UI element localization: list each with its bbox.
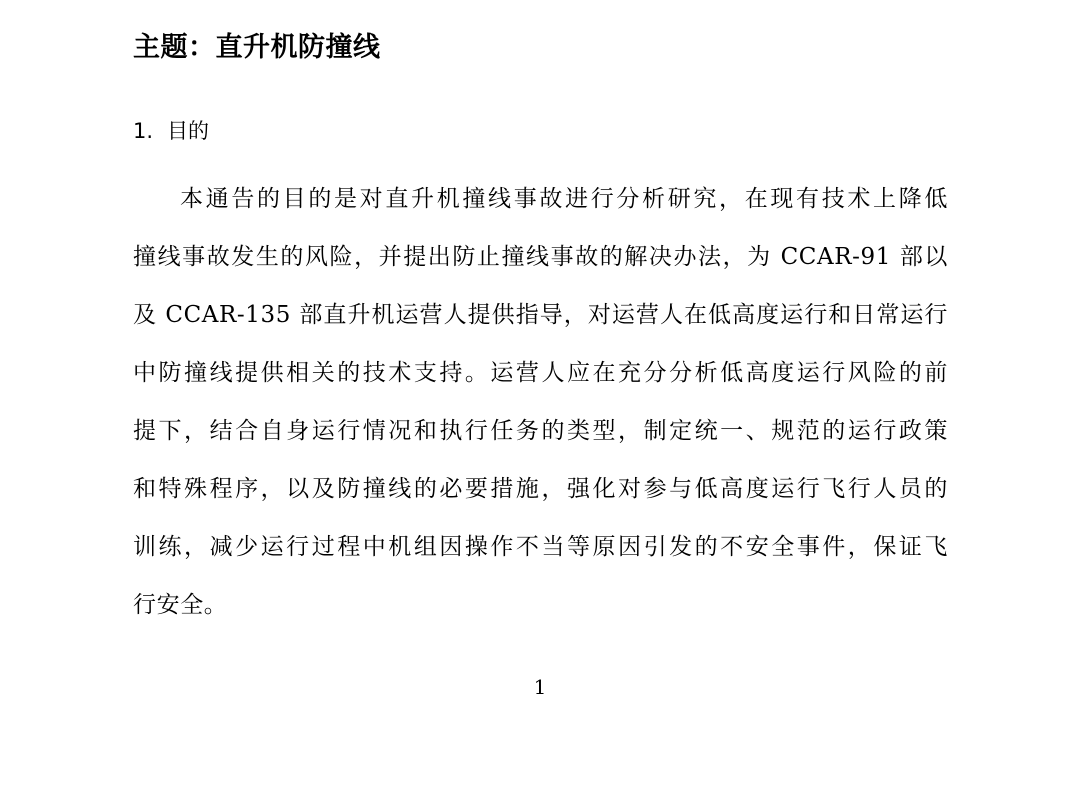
section-number: 1. bbox=[133, 119, 154, 143]
body-paragraph bbox=[133, 170, 948, 634]
paragraph-line: 训练，减少运行过程中机组因操作不当等原因引发的不安全事件，保证飞 bbox=[133, 534, 948, 560]
paragraph-line: 及 CCAR-135 部直升机运营人提供指导，对运营人在低高度运行和日常运行 bbox=[133, 302, 948, 328]
paragraph-line: 行安全。 bbox=[133, 592, 228, 618]
section-heading bbox=[133, 113, 209, 149]
page-number: 1 bbox=[533, 675, 547, 699]
section-heading-text: 目的 bbox=[167, 119, 210, 143]
paragraph-line: 提下，结合自身运行情况和执行任务的类型，制定统一、规范的运行政策 bbox=[133, 418, 948, 444]
paragraph-line: 和特殊程序，以及防撞线的必要措施，强化对参与低高度运行飞行人员的 bbox=[133, 476, 948, 502]
paragraph-line: 中防撞线提供相关的技术支持。运营人应在充分分析低高度运行风险的前 bbox=[133, 360, 948, 386]
page-title: 主题：直升机防撞线 bbox=[133, 32, 381, 63]
paragraph-line: 撞线事故发生的风险，并提出防止撞线事故的解决办法，为 CCAR-91 部以 bbox=[133, 244, 948, 270]
paragraph-line: 本通告的目的是对直升机撞线事故进行分析研究，在现有技术上降低 bbox=[180, 186, 948, 212]
